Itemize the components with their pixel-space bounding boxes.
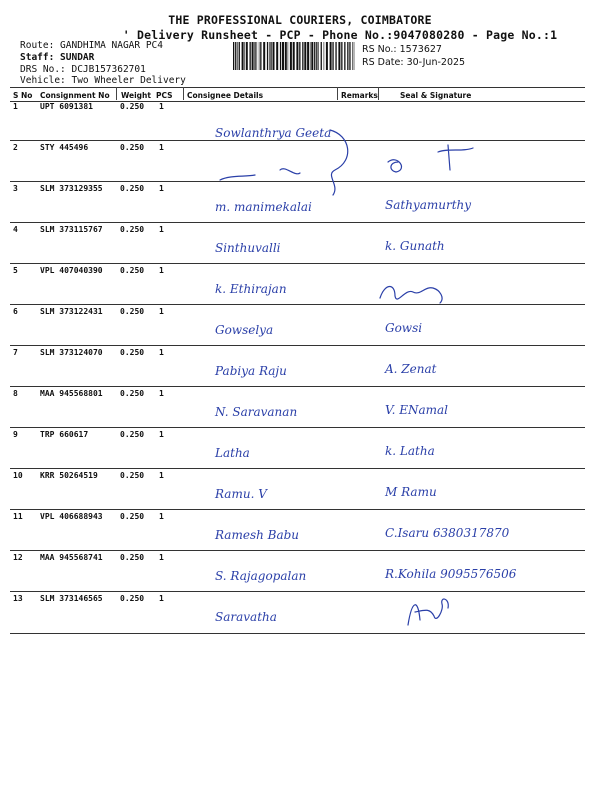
row-sno: 1 bbox=[13, 102, 18, 111]
consignee-signature: Sinthuvalli bbox=[215, 241, 281, 255]
table-row bbox=[10, 305, 585, 346]
table-row bbox=[10, 551, 585, 592]
row-pcs: 1 bbox=[159, 348, 164, 357]
table-row bbox=[10, 469, 585, 510]
row-consignment: SLM 373122431 bbox=[40, 307, 103, 316]
row-sno: 13 bbox=[13, 594, 23, 603]
row-sno: 5 bbox=[13, 266, 18, 275]
seal-scribble-mark bbox=[378, 140, 488, 180]
seal-signature: V. ENamal bbox=[385, 403, 448, 417]
row-consignment: MAA 945568741 bbox=[40, 553, 103, 562]
col-consignee: Consignee Details bbox=[187, 91, 264, 100]
table-row bbox=[10, 387, 585, 428]
vehicle-info: Vehicle: Two Wheeler Delivery bbox=[20, 75, 186, 86]
row-sno: 8 bbox=[13, 389, 18, 398]
rs-block bbox=[362, 43, 465, 69]
col-seal: Seal & Signature bbox=[400, 91, 472, 100]
col-weight: Weight bbox=[121, 91, 151, 100]
seal-signature: A. Zenat bbox=[385, 362, 437, 376]
row-pcs: 1 bbox=[159, 430, 164, 439]
runsheet-subtitle: ' Delivery Runsheet - PCP - Phone No.:9047080280 - Page No.:1 bbox=[122, 28, 558, 42]
barcode-image bbox=[232, 42, 356, 70]
row-consignment: SLM 373129355 bbox=[40, 184, 103, 193]
row-pcs: 1 bbox=[159, 307, 164, 316]
consignee-signature: S. Rajagopalan bbox=[215, 569, 307, 583]
row-sno: 9 bbox=[13, 430, 18, 439]
row-weight: 0.250 bbox=[120, 307, 145, 316]
row-weight: 0.250 bbox=[120, 471, 145, 480]
company-title: THE PROFESSIONAL COURIERS, COIMBATORE bbox=[168, 13, 432, 27]
row-weight: 0.250 bbox=[120, 225, 145, 234]
table-row bbox=[10, 510, 585, 551]
row-consignment: SLM 373115767 bbox=[40, 225, 103, 234]
consignee-signature: k. Ethirajan bbox=[215, 282, 287, 296]
consignee-signature: Saravatha bbox=[215, 610, 277, 624]
row-sno: 7 bbox=[13, 348, 18, 357]
seal-signature: C.Isaru 6380317870 bbox=[385, 526, 510, 540]
seal-signature-mark bbox=[400, 590, 460, 635]
consignee-signature: Sowlanthrya Geeta bbox=[215, 126, 332, 140]
consignee-signature: Ramesh Babu bbox=[215, 528, 300, 542]
col-divider bbox=[116, 87, 117, 100]
drs-info: DRS No.: DCJB157362701 bbox=[20, 64, 146, 75]
row-pcs: 1 bbox=[159, 102, 164, 111]
row-pcs: 1 bbox=[159, 184, 164, 193]
row-pcs: 1 bbox=[159, 389, 164, 398]
consignee-signature: Ramu. V bbox=[215, 487, 267, 501]
table-row bbox=[10, 223, 585, 264]
consignee-signature: N. Saravanan bbox=[215, 405, 298, 419]
row-sno: 2 bbox=[13, 143, 18, 152]
row-consignment: KRR 50264519 bbox=[40, 471, 98, 480]
row-weight: 0.250 bbox=[120, 430, 145, 439]
seal-signature: k. Gunath bbox=[385, 239, 445, 253]
col-sno: S No bbox=[13, 91, 33, 100]
row-weight: 0.250 bbox=[120, 512, 145, 521]
row-weight: 0.250 bbox=[120, 389, 145, 398]
row-pcs: 1 bbox=[159, 266, 164, 275]
row-weight: 0.250 bbox=[120, 102, 145, 111]
row-weight: 0.250 bbox=[120, 553, 145, 562]
row-consignment: VPL 406688943 bbox=[40, 512, 103, 521]
col-divider bbox=[183, 87, 184, 100]
row-consignment: TRP 660617 bbox=[40, 430, 89, 439]
rs-number: RS No.: 1573627 bbox=[362, 44, 442, 55]
seal-signature: Gowsi bbox=[385, 321, 423, 335]
consignee-signature: Pabiya Raju bbox=[215, 364, 287, 378]
row-consignment: STY 445496 bbox=[40, 143, 89, 152]
consignee-signature: m. manimekalai bbox=[215, 200, 312, 214]
row-sno: 10 bbox=[13, 471, 23, 480]
col-divider bbox=[378, 87, 379, 100]
table-row bbox=[10, 264, 585, 305]
row-divider bbox=[10, 633, 585, 634]
row-sno: 4 bbox=[13, 225, 18, 234]
consignee-signature: Gowselya bbox=[215, 323, 274, 337]
table-row bbox=[10, 428, 585, 469]
row-pcs: 1 bbox=[159, 553, 164, 562]
row-consignment: VPL 407040390 bbox=[40, 266, 103, 275]
row-sno: 3 bbox=[13, 184, 18, 193]
table-row bbox=[10, 592, 585, 634]
col-remarks: Remarks bbox=[341, 91, 378, 100]
staff-info: Staff: SUNDAR bbox=[20, 52, 95, 63]
route-info: Route: GANDHIMA NAGAR PC4 bbox=[20, 40, 163, 51]
row-consignment: SLM 373146565 bbox=[40, 594, 103, 603]
row-pcs: 1 bbox=[159, 512, 164, 521]
row-weight: 0.250 bbox=[120, 594, 145, 603]
rs-date: RS Date: 30-Jun-2025 bbox=[362, 57, 466, 68]
col-consignment: Consignment No bbox=[40, 91, 110, 100]
row-consignment: MAA 945568801 bbox=[40, 389, 103, 398]
row-weight: 0.250 bbox=[120, 348, 145, 357]
row-weight: 0.250 bbox=[120, 184, 145, 193]
col-pcs: PCS bbox=[156, 91, 173, 100]
col-divider bbox=[337, 87, 338, 100]
row-sno: 6 bbox=[13, 307, 18, 316]
seal-signature: k. Latha bbox=[385, 444, 435, 458]
row-consignment: UPT 6091381 bbox=[40, 102, 93, 111]
row-pcs: 1 bbox=[159, 471, 164, 480]
consignee-signature: Latha bbox=[215, 446, 250, 460]
seal-signature: R.Kohila 9095576506 bbox=[385, 567, 517, 581]
row-sno: 11 bbox=[13, 512, 23, 521]
row-consignment: SLM 373124070 bbox=[40, 348, 103, 357]
row-sno: 12 bbox=[13, 553, 23, 562]
seal-signature: M Ramu bbox=[385, 485, 437, 499]
row-weight: 0.250 bbox=[120, 266, 145, 275]
row-pcs: 1 bbox=[159, 594, 164, 603]
seal-signature-mark bbox=[375, 278, 455, 308]
seal-signature: Sathyamurthy bbox=[385, 198, 472, 212]
row-pcs: 1 bbox=[159, 143, 164, 152]
consignee-scribble-mark bbox=[215, 125, 365, 200]
table-row bbox=[10, 346, 585, 387]
row-weight: 0.250 bbox=[120, 143, 145, 152]
row-pcs: 1 bbox=[159, 225, 164, 234]
